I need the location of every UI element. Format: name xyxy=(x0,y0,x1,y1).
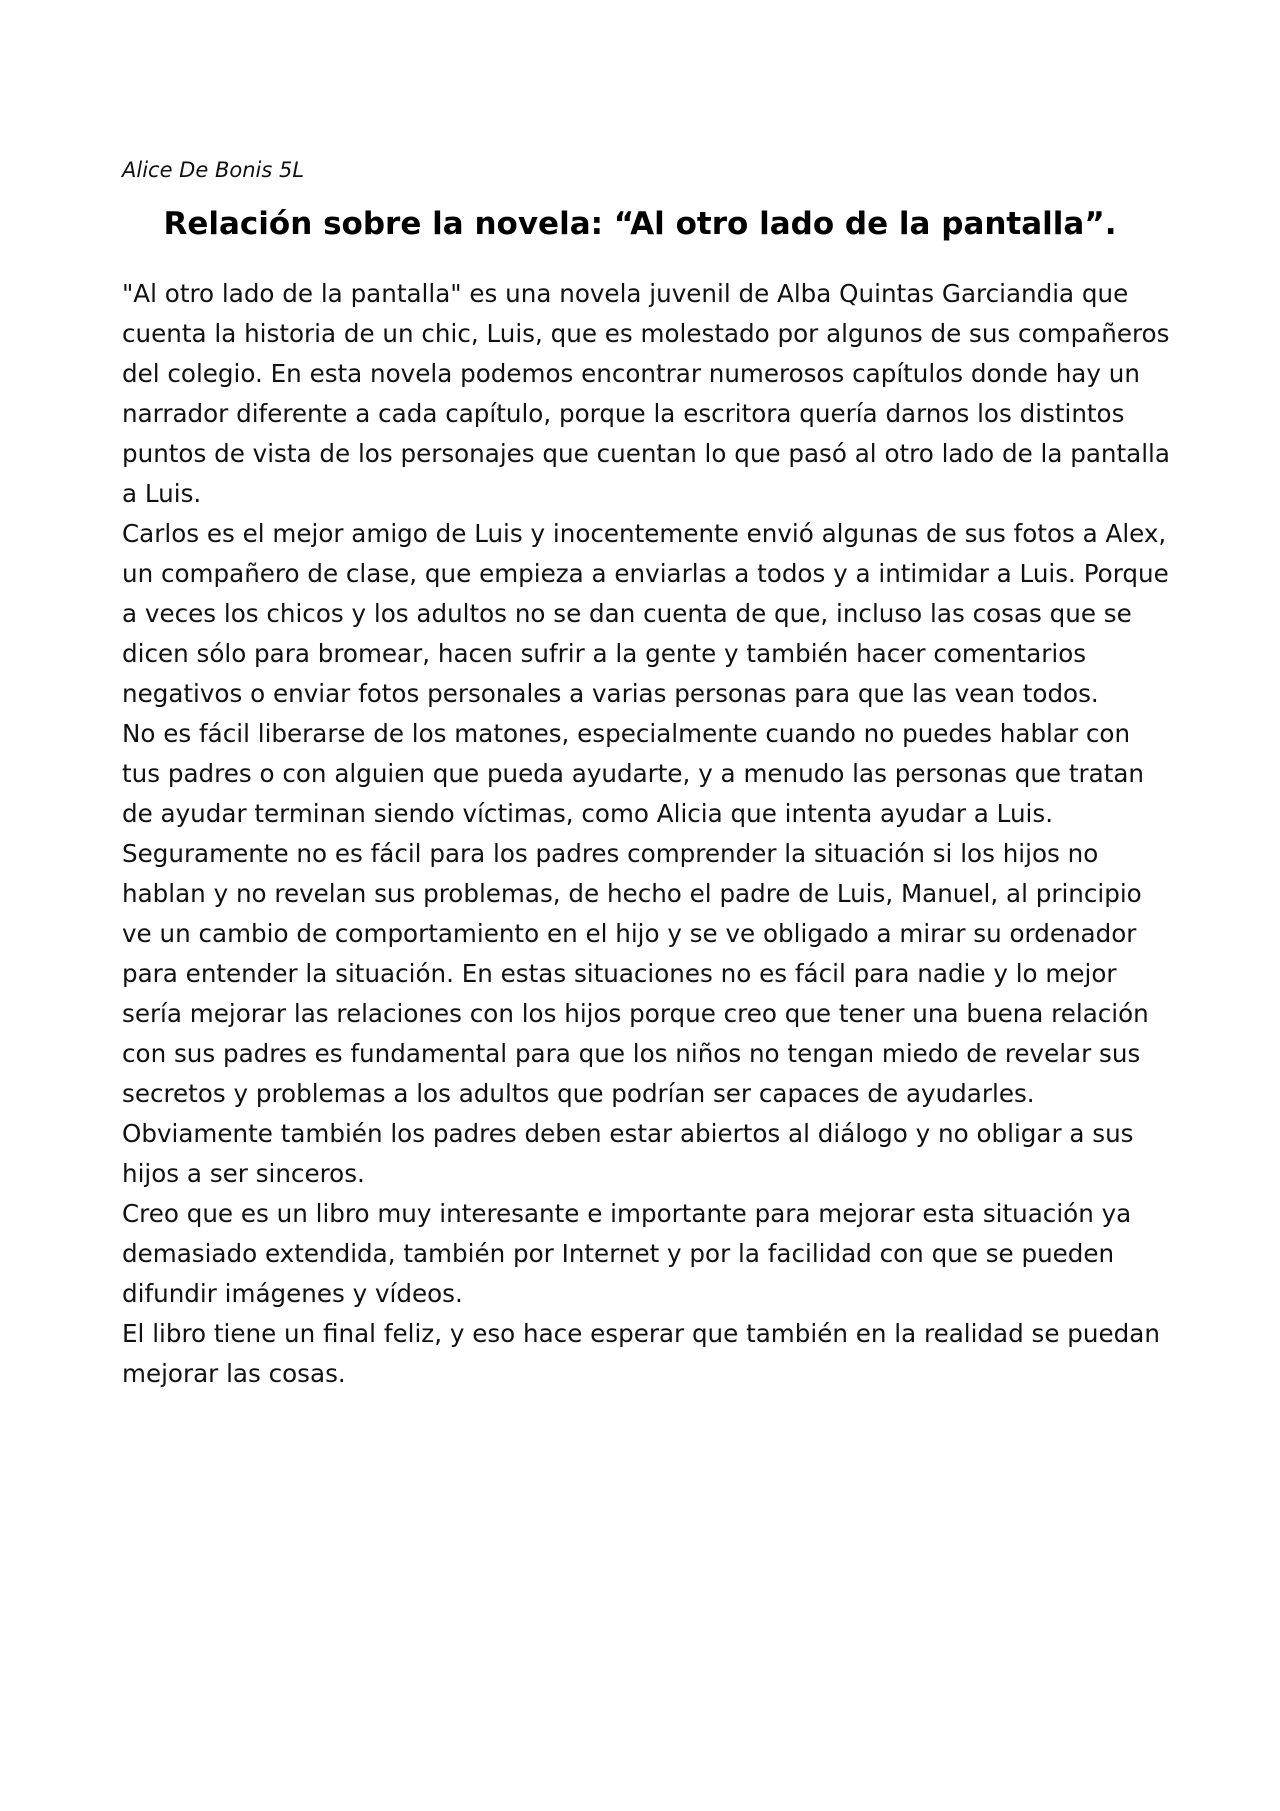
body-line: con sus padres es fundamental para que los niños no tengan miedo de revelar sus xyxy=(122,1039,1141,1068)
body-line: para entender la situación. En estas situaciones no es fácil para nadie y lo mejor xyxy=(122,959,1117,988)
body-line: narrador diferente a cada capítulo, porque la escritora quería darnos los distintos xyxy=(122,399,1125,428)
body-line: a veces los chicos y los adultos no se dan cuenta de que, incluso las cosas que se xyxy=(122,599,1132,628)
body-line: dicen sólo para bromear, hacen sufrir a la gente y también hacer comentarios xyxy=(122,639,1087,668)
body-line: hijos a ser sinceros. xyxy=(122,1159,365,1188)
body-line: ve un cambio de comportamiento en el hijo y se ve obligado a mirar su ordenador xyxy=(122,919,1137,948)
body-line: "Al otro lado de la pantalla" es una novela juvenil de Alba Quintas Garciandia que xyxy=(122,279,1129,308)
body-line: Obviamente también los padres deben estar abiertos al diálogo y no obligar a sus xyxy=(122,1119,1134,1148)
body-line: a Luis. xyxy=(122,479,202,508)
body-line: un compañero de clase, que empieza a enviarlas a todos y a intimidar a Luis. Porque xyxy=(122,559,1169,588)
document-body xyxy=(122,274,1170,1394)
body-line: cuenta la historia de un chic, Luis, que es molestado por algunos de sus compañeros xyxy=(122,319,1170,348)
author-line: Alice De Bonis 5L xyxy=(122,158,305,182)
body-line: demasiado extendida, también por Internet y por la facilidad con que se pueden xyxy=(122,1239,1115,1268)
body-line: del colegio. En esta novela podemos encontrar numerosos capítulos donde hay un xyxy=(122,359,1140,388)
body-line: hablan y no revelan sus problemas, de hecho el padre de Luis, Manuel, al principio xyxy=(122,879,1142,908)
body-line: tus padres o con alguien que pueda ayudarte, y a menudo las personas que tratan xyxy=(122,759,1144,788)
body-line: negativos o enviar fotos personales a varias personas para que las vean todos. xyxy=(122,679,1099,708)
body-line: Creo que es un libro muy interesante e importante para mejorar esta situación ya xyxy=(122,1199,1132,1228)
body-line: Seguramente no es fácil para los padres comprender la situación si los hijos no xyxy=(122,839,1099,868)
body-line: El libro tiene un final feliz, y eso hace esperar que también en la realidad se puedan xyxy=(122,1319,1160,1348)
body-line: de ayudar terminan siendo víctimas, como Alicia que intenta ayudar a Luis. xyxy=(122,799,1054,828)
body-line: secretos y problemas a los adultos que podrían ser capaces de ayudarles. xyxy=(122,1079,1035,1108)
body-line: No es fácil liberarse de los matones, especialmente cuando no puedes hablar con xyxy=(122,719,1131,748)
body-line: puntos de vista de los personajes que cuentan lo que pasó al otro lado de la pantalla xyxy=(122,439,1170,468)
body-line: difundir imágenes y vídeos. xyxy=(122,1279,463,1308)
body-line: Carlos es el mejor amigo de Luis y inocentemente envió algunas de sus fotos a Alex, xyxy=(122,519,1167,548)
body-line: sería mejorar las relaciones con los hijos porque creo que tener una buena relación xyxy=(122,999,1149,1028)
body-line: mejorar las cosas. xyxy=(122,1359,346,1388)
document-title: Relación sobre la novela: “Al otro lado de la pantalla”. xyxy=(163,206,1117,242)
